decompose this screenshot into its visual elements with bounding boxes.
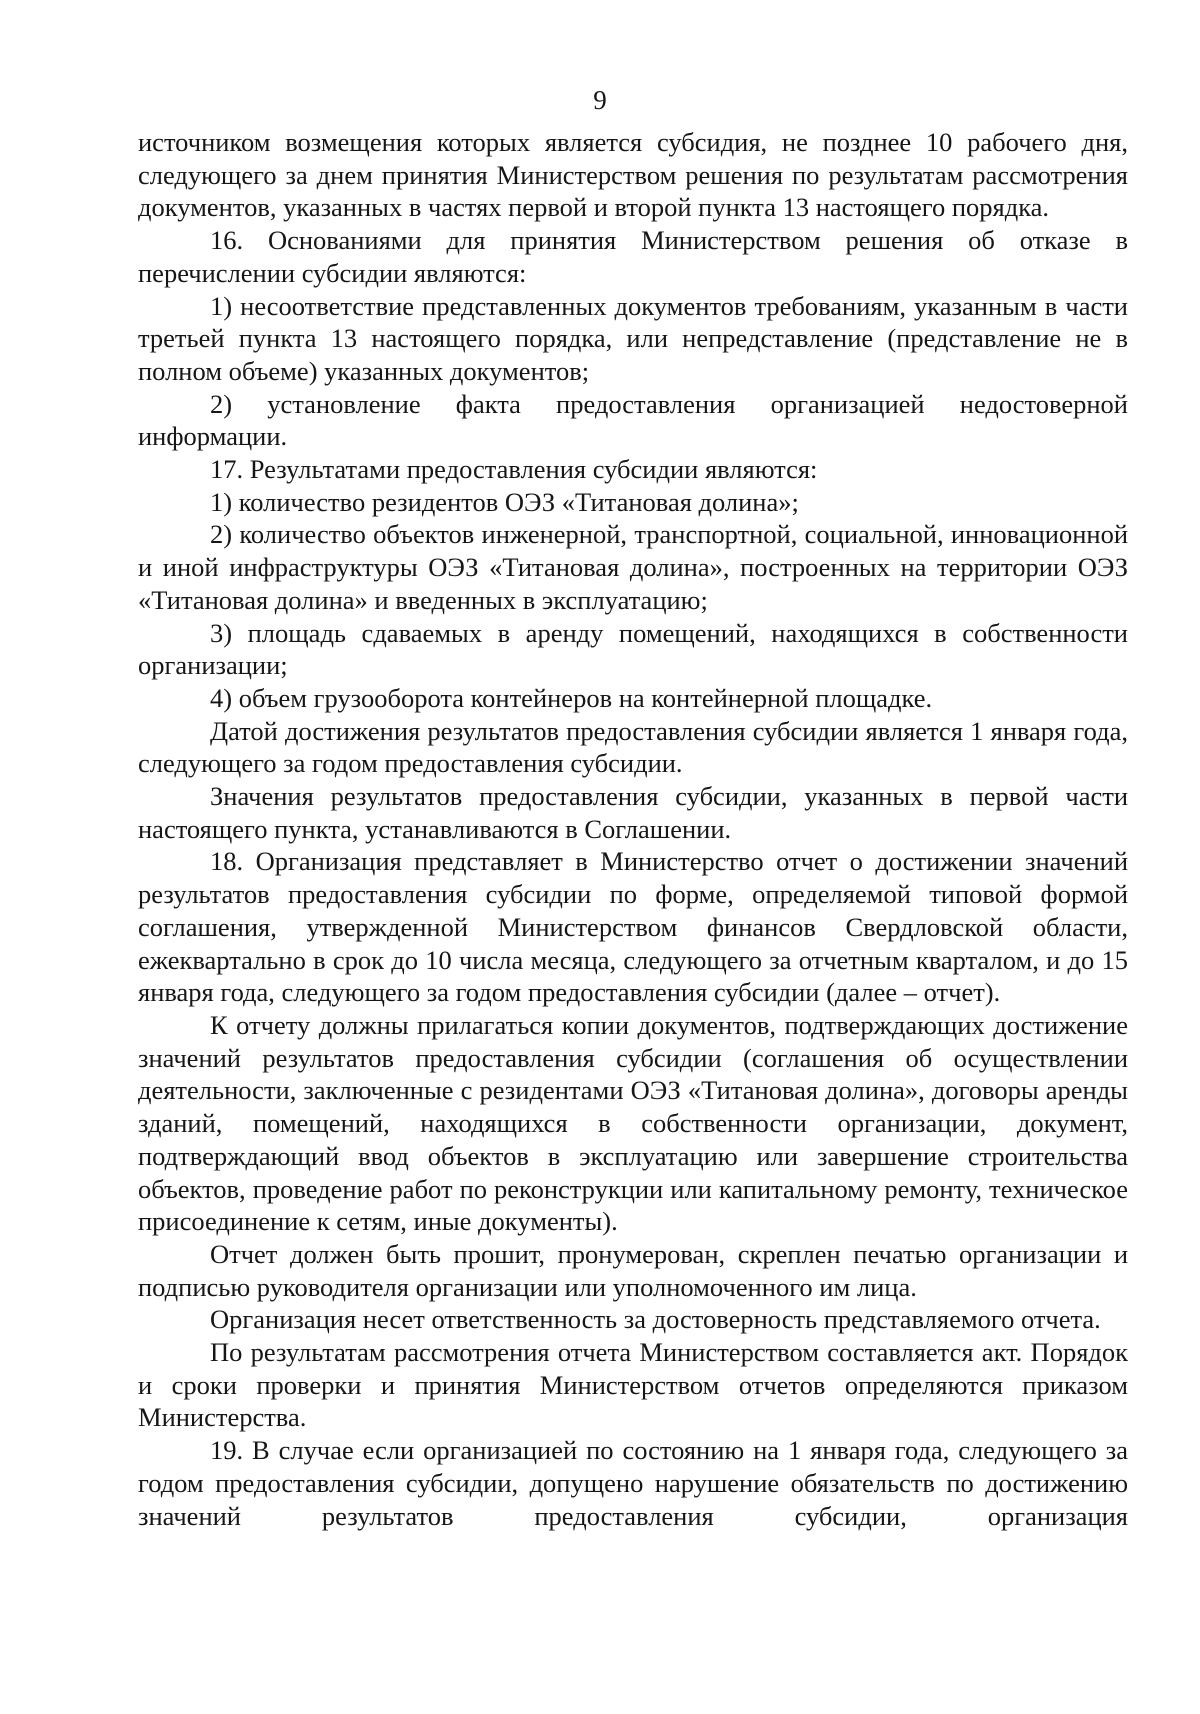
paragraph-responsibility: Организация несет ответственность за достоверность представляемого отчета. bbox=[210, 1304, 1101, 1335]
paragraph-item-16: 16. Основаниями для принятия Министерством решения об отказе в перечислении субсидии являются: bbox=[138, 225, 1128, 288]
paragraph-item-19: 19. В случае если организацией по состоянию на 1 января года, следующего за годом предоставления субсидии, допущено нарушение обязательств по достижению значений результатов предоставления субсидии, организация bbox=[138, 1435, 1128, 1531]
page-number: 9 bbox=[593, 85, 607, 115]
paragraph-item-17-4: 4) объем грузооборота контейнеров на контейнерной площадке. bbox=[210, 682, 933, 713]
document-body bbox=[138, 126, 1128, 1532]
paragraph-item-16-1: 1) несоответствие представленных документов требованиям, указанным в части третьей пункта 13 настоящего порядка, или непредставление (представление не в полном объеме) указанных документов; bbox=[138, 290, 1128, 386]
paragraph-continuation: источником возмещения которых является субсидия, не позднее 10 рабочего дня, следующего за днем принятия Министерством решения по результатам рассмотрения документов, указанных в частях первой и второй пункта 13 настоящего порядка. bbox=[138, 127, 1128, 223]
paragraph-result-values: Значения результатов предоставления субсидии, указанных в первой части настоящего пункта, устанавливаются в Соглашении. bbox=[138, 781, 1128, 844]
paragraph-review-act: По результатам рассмотрения отчета Министерством составляется акт. Порядок и сроки проверки и принятия Министерством отчетов определяются приказом Министерства. bbox=[138, 1337, 1128, 1433]
paragraph-achievement-date: Датой достижения результатов предоставления субсидии является 1 января года, следующего за годом предоставления субсидии. bbox=[138, 715, 1128, 779]
paragraph-item-17: 17. Результатами предоставления субсидии являются: bbox=[210, 454, 818, 485]
paragraph-item-17-1: 1) количество резидентов ОЭЗ «Титановая долина»; bbox=[210, 486, 799, 517]
paragraph-report-binding: Отчет должен быть прошит, пронумерован, скреплен печатью организации и подписью руководителя организации или уполномоченного им лица. bbox=[138, 1238, 1128, 1302]
paragraph-item-18: 18. Организация представляет в Министерство отчет о достижении значений результатов предоставления субсидии по форме, определяемой типовой формой соглашения, утвержденной Министерством финансов Свердловской области, ежеквартально в срок до 10 числа месяца, следующего за отчетным кварталом, и до 15 января года, следующего за годом предоставления субсидии (далее – отчет). bbox=[138, 846, 1128, 1008]
paragraph-item-17-3: 3) площадь сдаваемых в аренду помещений, находящихся в собственности организации; bbox=[138, 617, 1128, 681]
paragraph-item-16-2: 2) установление факта предоставления организацией недостоверной информации. bbox=[138, 388, 1128, 452]
paragraph-report-attachments: К отчету должны прилагаться копии документов, подтверждающих достижение значений результатов предоставления субсидии (соглашения об осуществлении деятельности, заключенные с резидентами ОЭЗ «Титановая долина», договоры аренды зданий, помещений, находящихся в собственности организации, документ, подтверждающий ввод объектов в эксплуатацию или завершение строительства объектов, проведение работ по реконструкции или капитальному ремонту, техническое присоединение к сетям, иные документы). bbox=[138, 1009, 1128, 1237]
paragraph-item-17-2: 2) количество объектов инженерной, транспортной, социальной, инновационной и иной инфраструктуры ОЭЗ «Титановая долина», построенных на территории ОЭЗ «Титановая долина» и введенных в эксплуатацию; bbox=[138, 519, 1128, 615]
